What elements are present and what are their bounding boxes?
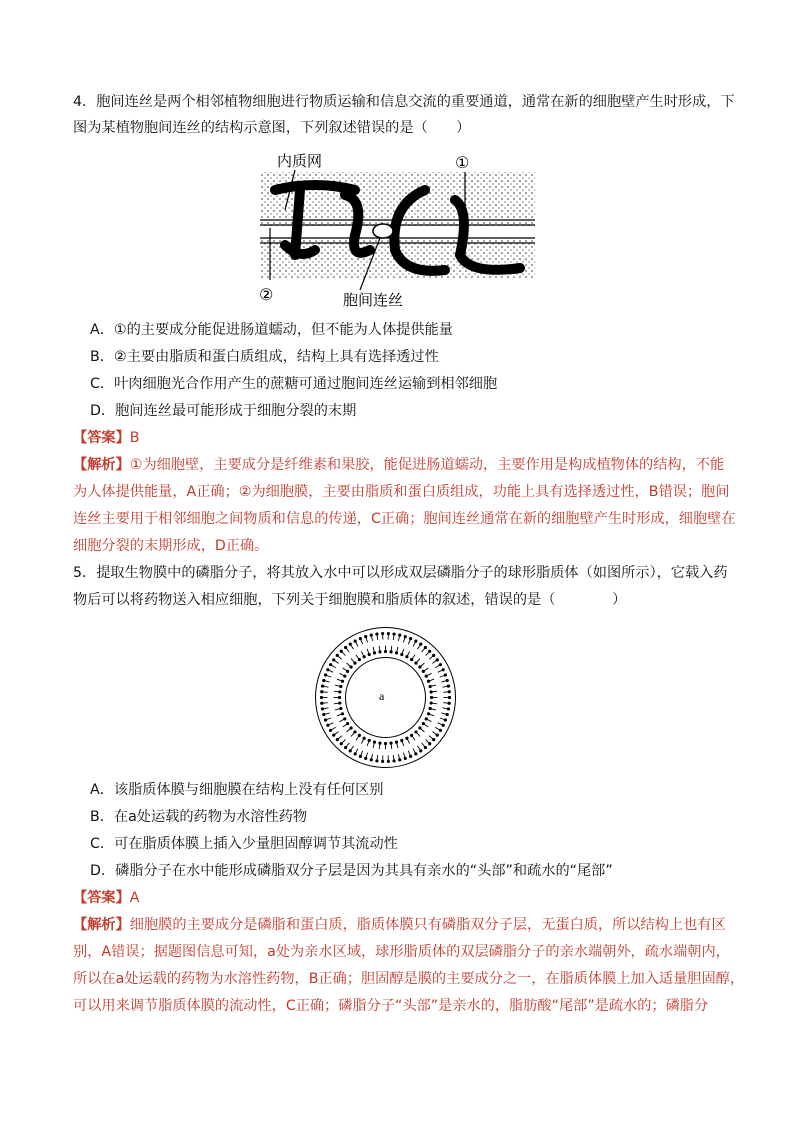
phospholipid-tail	[420, 728, 424, 732]
phospholipid-tail	[407, 738, 410, 743]
plasmodesmata-diagram	[255, 150, 545, 310]
phospholipid-tail	[351, 659, 355, 663]
phospholipid-tail	[343, 668, 348, 671]
phospholipid-tail	[413, 641, 416, 646]
q5-stem-line-1: 5．提取生物膜中的磷脂分子，将其放入水中可以形成双层磷脂分子的球形脂质体（如图所示），它载入药	[73, 565, 728, 581]
q4-analysis-line-4: 细胞分裂的末期形成，D正确。	[73, 538, 269, 554]
phospholipid-tail	[355, 749, 358, 754]
q4-option-c: C．叶肉细胞光合作用产生的蔗糖可通过胞间连丝运输到相邻细胞	[90, 376, 498, 392]
inner-ring	[346, 658, 426, 738]
phospholipid-tail	[416, 659, 420, 663]
analysis-tag: 【解析】	[73, 917, 130, 933]
phospholipid-tail	[334, 660, 339, 664]
phospholipid-tail	[429, 736, 434, 740]
phospholipid-tail	[426, 739, 430, 743]
phospholipid-tail	[356, 735, 359, 740]
phospholipid-tail	[322, 703, 328, 704]
phospholipid-tail	[331, 665, 336, 668]
phospholipid-tail	[443, 703, 449, 704]
phospholipid-tail	[347, 663, 351, 667]
phospholipid-tail	[422, 647, 426, 652]
q5-analysis-line-1: 【解析】细胞膜的主要成分是磷脂和蛋白质，脂质体膜只有磷脂双分子层，无蛋白质，所以结构上也有区	[73, 917, 726, 933]
phospholipid-tail	[361, 738, 364, 743]
phospholipid-head	[363, 737, 366, 740]
phospholipid-tail	[435, 727, 440, 730]
q5-stem-line-2: 物后可以将药物送入相应细胞，下列关于细胞膜和脂质体的叙述，错误的是（ ）	[73, 592, 627, 608]
phospholipid-tail	[339, 673, 344, 676]
liposome-diagram	[313, 625, 458, 770]
phospholipid-tail	[432, 660, 437, 664]
phospholipid-tail	[351, 732, 355, 736]
answer-tag: 【答案】	[73, 430, 130, 446]
phospholipid-tail	[341, 651, 345, 655]
phospholipid-tail	[426, 673, 431, 676]
label-2: ②	[259, 285, 274, 304]
plasmodesma-channel	[373, 224, 393, 238]
analysis-tag: 【解析】	[73, 457, 130, 473]
phospholipid-tail	[417, 644, 420, 649]
answer-value: B	[129, 430, 140, 446]
phospholipid-head	[442, 724, 445, 727]
q5-answer	[73, 888, 733, 908]
phospholipid-tail	[361, 651, 364, 656]
phospholipid-head	[363, 655, 366, 658]
phospholipid-head	[442, 668, 445, 671]
answer-value: A	[129, 890, 140, 906]
label-1: ①	[455, 153, 470, 172]
phospholipid-tail	[423, 724, 428, 727]
phospholipid-tail	[322, 692, 328, 693]
phospholipid-tail	[337, 736, 342, 740]
phospholipid-tail	[407, 651, 410, 656]
q5-analysis-line-2: 别，A错误；据题图信息可知，a处为亲水区域，球形脂质体的双层磷脂分子的亲水端朝外，疏水端朝内，	[73, 944, 730, 960]
phospholipid-tail	[331, 727, 336, 730]
phospholipid-head	[343, 717, 346, 720]
q5-analysis-line-3: 所以在a处运载的药物为水溶性药物，B正确；胆固醇是膜的主要成分之一，在脂质体膜上加入适量胆固醇，	[73, 971, 745, 987]
phospholipid-tail	[347, 728, 351, 732]
phospholipid-tail	[350, 644, 353, 649]
phospholipid-tail	[429, 655, 434, 659]
phospholipid-head	[343, 675, 346, 678]
q5-option-d: D．磷脂分子在水中能形成磷脂双分子层是因为其具有亲水的“头部”和疏水的“尾部”	[90, 863, 613, 879]
q4-option-a: A．①的主要成分能促进肠道蠕动，但不能为人体提供能量	[90, 322, 453, 338]
phospholipid-tail	[422, 743, 426, 748]
phospholipid-tail	[343, 724, 348, 727]
phospholipid-tail	[350, 746, 353, 751]
phospholipid-head	[326, 668, 329, 671]
phospholipid-head	[326, 724, 329, 727]
q5-option-a: A．该脂质体膜与细胞膜在结构上没有任何区别	[90, 782, 384, 798]
q4-analysis-line-1: 【解析】①为细胞壁，主要成分是纤维素和果胶，能促进肠道蠕动，主要作用是构成植物体的结构，不能	[73, 457, 725, 473]
phospholipid-tail	[423, 668, 428, 671]
q5-option-c: C．可在脂质体膜上插入少量胆固醇调节其流动性	[90, 836, 398, 852]
phospholipid-tail	[432, 732, 437, 736]
phospholipid-tail	[337, 655, 342, 659]
phospholipid-tail	[426, 651, 430, 655]
q4-analysis-line-2: 为人体提供能量，A正确；②为细胞膜，主要由脂质和蛋白质组成，功能上具有选择透过性，B错误；胞间	[73, 484, 730, 500]
q4-answer	[73, 428, 733, 448]
q4-analysis-line-3: 连丝主要用于相邻细胞之间物质和信息的传递，C正确；胞间连丝通常在新的细胞壁产生时形成，细胞壁在	[73, 511, 736, 527]
phospholipid-tail	[413, 749, 416, 754]
q5-analysis-line-4: 可以用来调节脂质体膜的流动性，C正确；磷脂分子“头部”是亲水的，脂肪酸“尾部”是疏水的；磷脂分	[73, 998, 709, 1014]
phospholipid-tail	[435, 665, 440, 668]
phospholipid-tail	[341, 739, 345, 743]
phospholipid-tail	[346, 743, 350, 748]
phospholipid-tail	[417, 746, 420, 751]
phospholipid-tail	[334, 732, 339, 736]
q5-option-b: B．在a处运载的药物为水溶性药物	[90, 809, 308, 825]
label-plasmodesmata: 胞间连丝	[343, 293, 404, 309]
phospholipid-tail	[355, 641, 358, 646]
phospholipid-tail	[346, 647, 350, 652]
phospholipid-tail	[356, 655, 359, 660]
phospholipid-tail	[412, 655, 415, 660]
phospholipid-tail	[420, 663, 424, 667]
q4-option-d: D．胞间连丝最可能形成于细胞分裂的末期	[90, 403, 357, 419]
q4-stem-line-1: 4．胞间连丝是两个相邻植物细胞进行物质运输和信息交流的重要通道，通常在新的细胞壁产生时形成，下	[73, 94, 735, 110]
q4-option-b: B．②主要由脂质和蛋白质组成，结构上具有选择透过性	[90, 349, 439, 365]
phospholipid-tail	[416, 732, 420, 736]
label-er: 内质网	[277, 154, 323, 170]
answer-tag: 【答案】	[73, 890, 130, 906]
q4-stem-line-2: 图为某植物胞间连丝的结构示意图，下列叙述错误的是（ ）	[73, 120, 471, 136]
phospholipid-head	[405, 655, 408, 658]
label-a: a	[379, 689, 385, 703]
phospholipid-tail	[426, 719, 431, 722]
phospholipid-tail	[339, 719, 344, 722]
phospholipid-head	[405, 737, 408, 740]
phospholipid-tail	[412, 735, 415, 740]
phospholipid-tail	[443, 692, 449, 693]
